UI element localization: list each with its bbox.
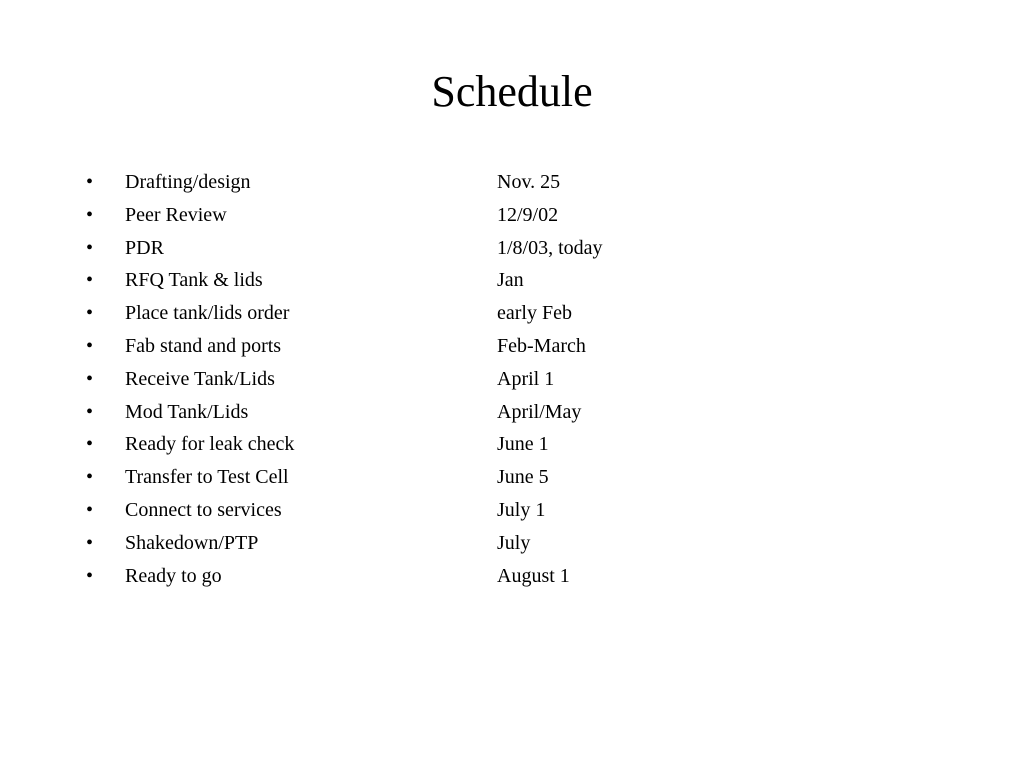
schedule-date: June 5: [497, 466, 549, 489]
schedule-task: Fab stand and ports: [125, 334, 282, 357]
schedule-date: early Feb: [497, 302, 572, 325]
schedule-item: [86, 297, 966, 330]
schedule-item: [86, 494, 966, 527]
schedule-item: [86, 330, 966, 363]
schedule-date: June 1: [497, 433, 549, 456]
schedule-item: [86, 199, 966, 232]
schedule-item: [86, 363, 966, 396]
schedule-date: Jan: [497, 269, 524, 292]
schedule-task: PDR: [125, 236, 164, 259]
schedule-task: Connect to services: [125, 498, 282, 521]
schedule-date: August 1: [497, 564, 570, 587]
schedule-task: Mod Tank/Lids: [125, 400, 249, 423]
schedule-task: Peer Review: [125, 203, 227, 226]
schedule-item: [86, 461, 966, 494]
schedule-date: 12/9/02: [497, 203, 559, 226]
schedule-task: Drafting/design: [125, 171, 251, 193]
bullet-icon: •: [86, 564, 94, 587]
schedule-task: Ready to go: [125, 564, 222, 587]
schedule-task: Place tank/lids order: [125, 302, 290, 325]
schedule-date: Nov. 25: [497, 171, 561, 193]
bullet-icon: •: [86, 171, 94, 193]
bullet-icon: •: [86, 498, 94, 521]
schedule-item: [86, 232, 966, 265]
schedule-task: Shakedown/PTP: [125, 531, 259, 554]
bullet-icon: •: [86, 531, 94, 554]
bullet-icon: •: [86, 203, 94, 226]
bullet-icon: •: [86, 269, 94, 292]
schedule-date: April 1: [497, 367, 555, 390]
schedule-task: RFQ Tank & lids: [125, 269, 263, 292]
schedule-item: [86, 527, 966, 560]
schedule-item: [86, 396, 966, 429]
schedule-item: [86, 166, 966, 199]
bullet-icon: •: [86, 400, 94, 423]
schedule-date: July 1: [497, 498, 546, 521]
schedule-task: Ready for leak check: [125, 433, 295, 456]
bullet-icon: •: [86, 302, 94, 325]
bullet-icon: •: [86, 334, 94, 357]
schedule-task: Transfer to Test Cell: [125, 466, 289, 489]
schedule-date: 1/8/03, today: [497, 236, 603, 259]
schedule-item: [86, 560, 966, 593]
bullet-icon: •: [86, 236, 94, 259]
bullet-icon: •: [86, 367, 94, 390]
schedule-item: [86, 428, 966, 461]
schedule-task: Receive Tank/Lids: [125, 367, 275, 390]
schedule-date: April/May: [497, 400, 582, 423]
bullet-icon: •: [86, 466, 94, 489]
schedule-item: [86, 264, 966, 297]
schedule-date: July: [497, 531, 531, 554]
slide-title: Schedule: [431, 67, 593, 116]
schedule-date: Feb-March: [497, 334, 586, 357]
bullet-icon: •: [86, 433, 94, 456]
schedule-list: [86, 166, 966, 592]
